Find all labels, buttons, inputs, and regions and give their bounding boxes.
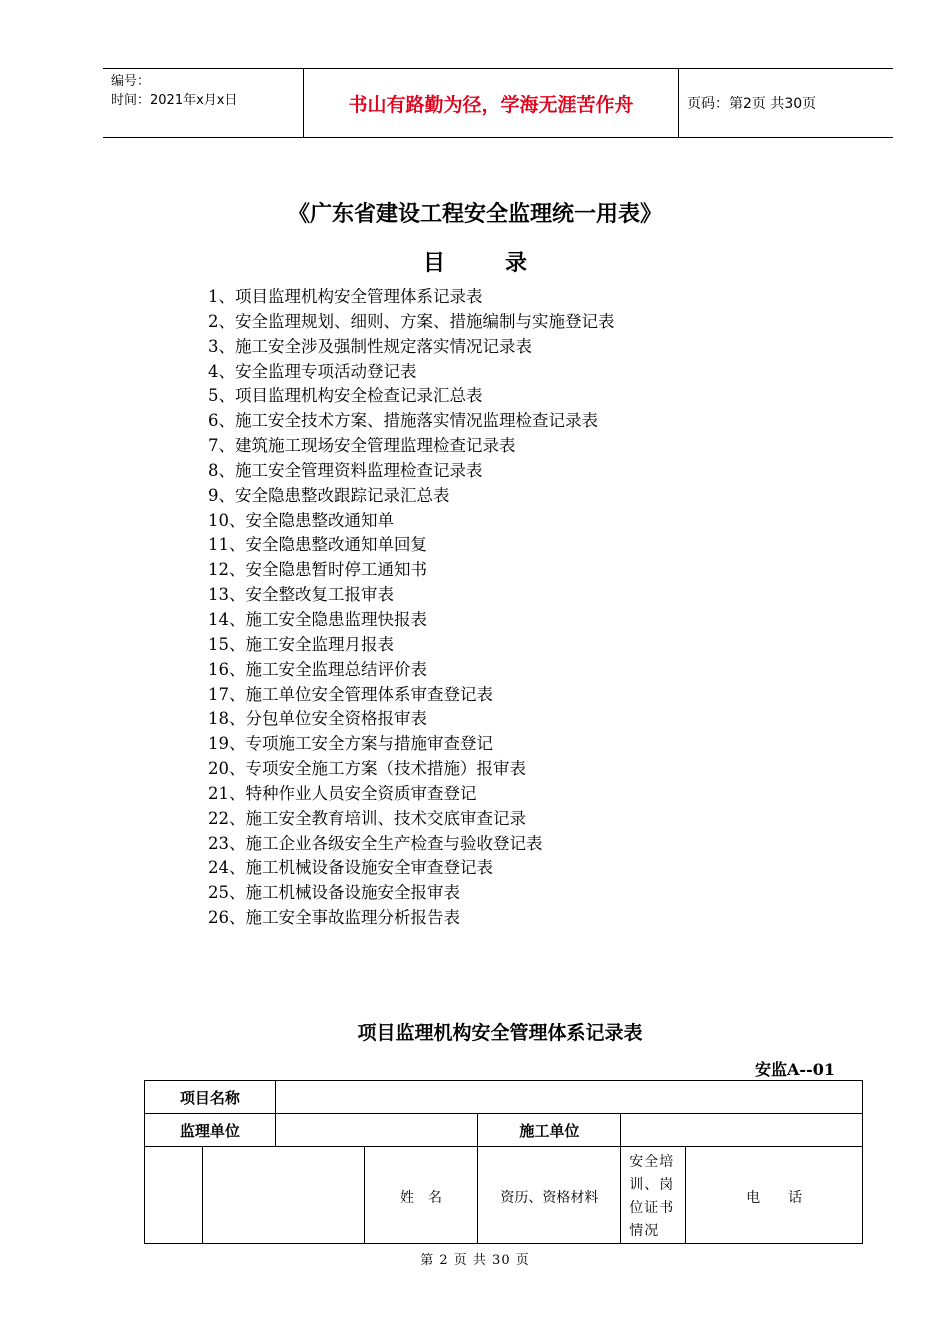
number-label: 编号：: [111, 74, 151, 89]
header-info: [103, 69, 303, 137]
toc-item: 21、特种作业人员安全资质审查登记: [208, 783, 477, 803]
toc-item: 4、安全监理专项活动登记表: [208, 361, 417, 381]
toc-item: 3、施工安全涉及强制性规定落实情况记录表: [208, 336, 532, 356]
toc-item: 17、施工单位安全管理体系审查登记表: [208, 684, 493, 704]
toc-item: 6、施工安全技术方案、措施落实情况监理检查记录表: [208, 411, 598, 431]
toc-item: 8、施工安全管理资料监理检查记录表: [208, 460, 483, 480]
form-code: 安监A--01: [755, 1060, 835, 1079]
toc-item: 16、施工安全监理总结评价表: [208, 659, 427, 679]
toc-item: 15、施工安全监理月报表: [208, 634, 394, 654]
page-header: [103, 68, 893, 138]
column-header-phone: 电 话: [686, 1147, 863, 1244]
time-label: 时间：2021年x月x日: [111, 93, 238, 108]
toc-item: 14、施工安全隐患监理快报表: [208, 609, 427, 629]
project-name-field[interactable]: [275, 1081, 862, 1114]
toc-item: 19、专项施工安全方案与措施审查登记: [208, 734, 493, 754]
toc-item: 1、项目监理机构安全管理体系记录表: [208, 287, 483, 306]
toc-item: 24、施工机械设备设施安全审查登记表: [208, 858, 493, 878]
table-cell: [202, 1147, 364, 1244]
toc-item: 7、建筑施工现场安全管理监理检查记录表: [208, 436, 516, 456]
table-of-contents: [208, 285, 615, 931]
page-footer: 第 2 页 共 30 页: [420, 1253, 530, 1268]
toc-item: 22、施工安全教育培训、技术交底审查记录: [208, 808, 526, 828]
document-title: 《广东省建设工程安全监理统一用表》: [287, 202, 662, 227]
toc-item: 20、专项安全施工方案（技术措施）报审表: [208, 759, 526, 779]
section-title: 项目监理机构安全管理体系记录表: [357, 1022, 643, 1044]
toc-item: 9、安全隐患整改跟踪记录汇总表: [208, 485, 450, 505]
page-number-label: 页码：第2页 共30页: [687, 96, 817, 112]
toc-item: 18、分包单位安全资格报审表: [208, 709, 427, 729]
toc-item: 12、安全隐患暂时停工通知书: [208, 560, 427, 580]
toc-item: 13、安全整改复工报审表: [208, 585, 394, 605]
table-cell: [145, 1147, 203, 1244]
supervisor-label: 监理单位: [145, 1114, 276, 1147]
contractor-label: 施工单位: [478, 1114, 621, 1147]
project-name-label: 项目名称: [145, 1081, 276, 1114]
toc-item: 25、施工机械设备设施安全报审表: [208, 883, 460, 903]
toc-item: 2、安全监理规划、细则、方案、措施编制与实施登记表: [208, 311, 615, 331]
toc-heading: 目录: [422, 251, 587, 276]
column-header-training: 安全培训、岗位证书情况: [621, 1147, 686, 1244]
toc-item: 11、安全隐患整改通知单回复: [208, 535, 427, 555]
toc-item: 26、施工安全事故监理分析报告表: [208, 908, 460, 928]
header-divider: [678, 69, 679, 137]
column-header-qualification: 资历、资格材料: [478, 1147, 621, 1244]
toc-item: 5、项目监理机构安全检查记录汇总表: [208, 386, 483, 406]
toc-item: 23、施工企业各级安全生产检查与验收登记表: [208, 833, 543, 853]
record-table: [144, 1080, 863, 1244]
supervisor-field[interactable]: [275, 1114, 478, 1147]
column-header-name: 姓 名: [364, 1147, 478, 1244]
header-motto: 书山有路勤为径，学海无涯苦作舟: [348, 93, 634, 116]
toc-item: 10、安全隐患整改通知单: [208, 510, 394, 530]
contractor-field[interactable]: [621, 1114, 863, 1147]
